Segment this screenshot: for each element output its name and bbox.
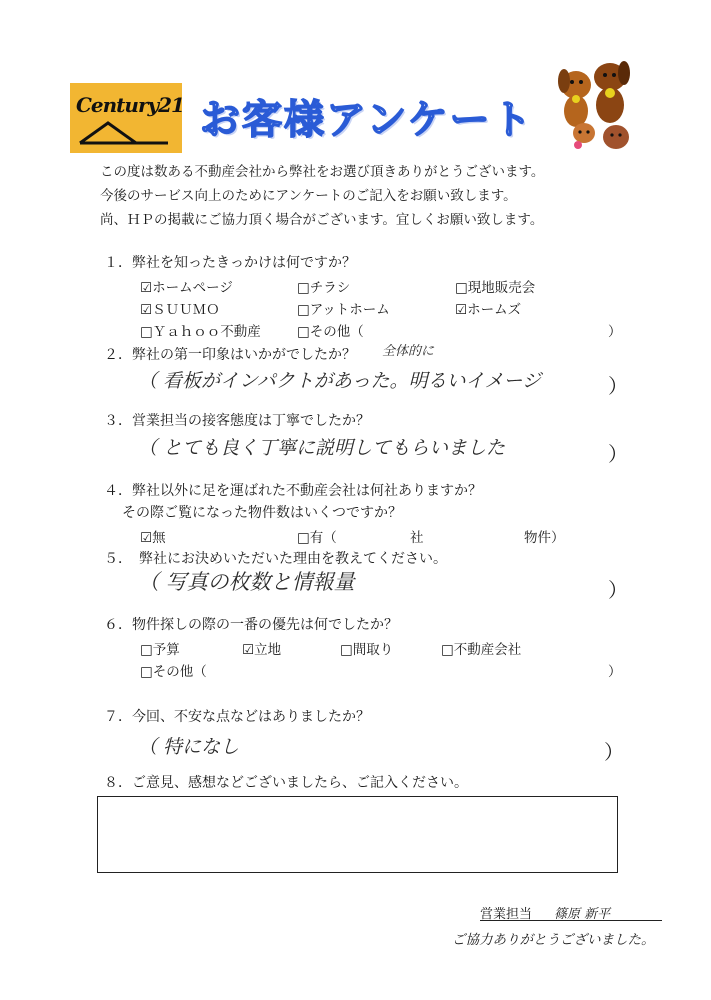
question-8: ８．ご意見、感想などございましたら、ご記入ください。: [104, 775, 468, 791]
q7-answer[interactable]: （ 特になし: [138, 736, 240, 758]
q2-note: 全体的に: [382, 344, 435, 359]
page-title: お客様アンケート: [200, 97, 534, 143]
q3-answer[interactable]: （ とても良く丁寧に説明してもらいました: [138, 437, 506, 459]
intro-line-1: この度は数ある不動産会社から弊社をお選び頂きありがとうございます。: [100, 164, 545, 180]
question-1: １．弊社を知ったきっかけは何ですか？: [104, 255, 356, 271]
q5-answer[interactable]: （ 写真の枚数と情報量: [138, 570, 355, 594]
q1-option-flyer[interactable]: □チラシ: [297, 280, 351, 296]
question-3: ３．営業担当の接客態度は丁寧でしたか？: [104, 413, 370, 429]
staff-label: 営業担当: [480, 907, 533, 922]
q1-option-yahoo[interactable]: □Ｙａｈｏｏ不動産: [140, 324, 261, 340]
question-7: ７．今回、不安な点などはありましたか？: [104, 709, 370, 725]
question-4-sub: その際ご覧になった物件数はいくつですか？: [122, 505, 402, 521]
q1-option-homes[interactable]: ☑ホームズ: [455, 302, 522, 318]
q1-option-suumo[interactable]: ☑ＳＵＵＭＯ: [140, 302, 220, 318]
q4-unit-property: 物件）: [524, 530, 565, 546]
house-roof-icon: [78, 117, 174, 147]
intro-line-2: 今後のサービス向上のためにアンケートのご記入をお願い致します。: [100, 188, 517, 204]
century21-logo: [70, 83, 182, 153]
staff-name: 篠原 新平: [554, 907, 611, 922]
q2-close: ）: [608, 374, 628, 398]
q8-comment-box[interactable]: [97, 796, 618, 873]
q7-close: ）: [604, 740, 624, 764]
question-6: ６．物件探しの際の一番の優先は何でしたか？: [104, 617, 398, 633]
q3-close: ）: [608, 442, 628, 466]
q1-option-other[interactable]: □その他（: [297, 324, 364, 340]
q6-other-close: ）: [608, 664, 622, 680]
q6-option-budget[interactable]: □予算: [140, 642, 180, 658]
q6-option-layout[interactable]: □間取り: [340, 642, 394, 658]
logo-text: Century21: [76, 93, 184, 117]
q4-unit-company: 社: [410, 530, 424, 546]
q4-option-some[interactable]: □有（: [297, 530, 337, 546]
mascot-dogs-icon: [548, 55, 638, 155]
q1-option-open-house[interactable]: □現地販売会: [455, 280, 536, 296]
q1-other-close: ）: [608, 324, 622, 340]
q1-option-homepage[interactable]: ☑ホームページ: [140, 280, 233, 296]
q6-option-other[interactable]: □その他（: [140, 664, 207, 680]
q1-option-athome[interactable]: □アットホーム: [297, 302, 390, 318]
question-2: ２．弊社の第一印象はいかがでしたか？: [104, 347, 356, 363]
intro-line-3: 尚、ＨＰの掲載にご協力頂く場合がございます。宜しくお願い致します。: [100, 212, 544, 228]
q6-option-location[interactable]: ☑立地: [242, 642, 282, 658]
question-5: ５． 弊社にお決めいただいた理由を教えてください。: [104, 551, 447, 567]
staff-underline: [480, 920, 662, 921]
question-4: ４．弊社以外に足を運ばれた不動産会社は何社ありますか？: [104, 483, 482, 499]
q6-option-agency[interactable]: □不動産会社: [441, 642, 522, 658]
q5-close: ）: [608, 578, 628, 602]
q2-answer[interactable]: （ 看板がインパクトがあった。明るいイメージ: [138, 370, 541, 392]
q4-option-none[interactable]: ☑無: [140, 530, 166, 546]
thanks-message: ご協力ありがとうございました。: [452, 932, 655, 948]
